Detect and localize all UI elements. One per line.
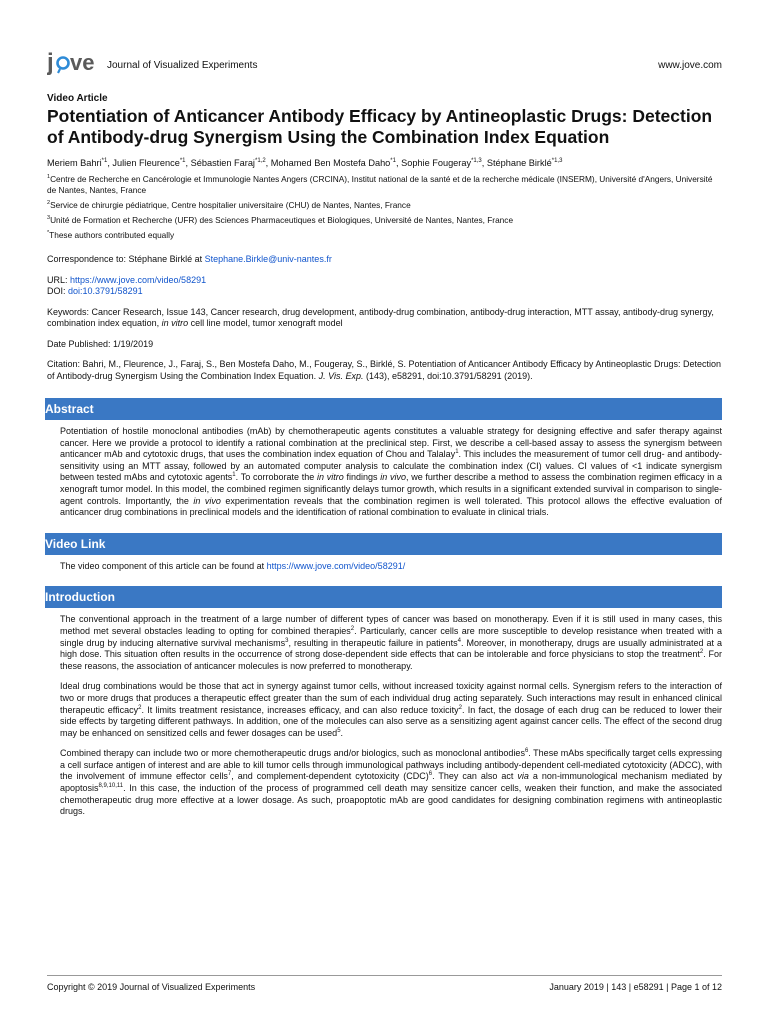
section-header-abstract [45, 398, 722, 420]
citation-journal: J. Vis. Exp. [318, 370, 364, 381]
author-name: Sophie Fougeray [401, 158, 472, 168]
article-body [47, 93, 722, 827]
section-heading: Abstract [45, 402, 94, 416]
doi-label: DOI: [47, 286, 69, 296]
reference-sup: 3 [285, 637, 289, 644]
author-separator: , [481, 158, 487, 168]
abstract-text: experimentation reveals that the combination regimen is well tolerated. This protocol allows the effective evaluation of anticancer drug combinations in preclinical models and the identification of rational combination to evaluate in clinical trials. [60, 495, 722, 518]
author-name: Julien Fleurence [112, 158, 180, 168]
reference-sup: 1 [455, 449, 459, 456]
reference-sup: 2 [138, 704, 142, 711]
article-doi [47, 286, 722, 298]
keywords-italic: in vitro [161, 318, 189, 328]
article-url-link[interactable]: https://www.jove.com/video/58291 [70, 274, 207, 285]
citation-text-end: (143), e58291, doi:10.3791/58291 (2019). [363, 370, 533, 381]
author-affil-sup: *1 [101, 157, 108, 164]
section-heading: Introduction [45, 590, 115, 605]
reference-sup: 8,9,10,11 [98, 783, 124, 790]
footer-copyright: Copyright © 2019 Journal of Visualized Experiments [47, 982, 256, 992]
journal-name: Journal of Visualized Experiments [107, 60, 258, 71]
affiliation-text: Service de chirurgie pédiatrique, Centre hospitalier universitaire (CHU) de Nantes, Nantes, France [50, 200, 411, 210]
intro-text: . These mAbs specifically target cells expressing a cell surface antigen of interest and are able to kill tumor cells through immunological pathways including antibody-dependent cell-mediated cytotoxicity (ADCC), with the involvement of immune effector cells [60, 748, 723, 782]
article-type: Video Article [47, 93, 108, 104]
abstract-italic: in vitro [316, 472, 344, 483]
author-affil-sup: *1 [179, 157, 186, 164]
intro-text: . It limits treatment resistance, increases efficacy, and can also reduce toxicity [141, 704, 459, 715]
abstract-paragraph [60, 426, 722, 519]
intro-paragraph-1 [60, 614, 722, 672]
correspondence-label: Correspondence to: Stéphane Birklé at [47, 254, 205, 264]
author-separator: , [107, 158, 113, 168]
site-url[interactable]: www.jove.com [658, 60, 722, 71]
citation [47, 359, 722, 382]
abstract-italic: in vivo [193, 495, 221, 506]
affiliation [47, 200, 722, 211]
section-header-video-link [45, 533, 722, 555]
intro-text: , and complement-dependent cytotoxicity (CDC) [231, 771, 429, 782]
affiliation-text: Centre de Recherche en Cancérologie et Immunologie Nantes Angers (CRCINA), Institut national de la santé et de la recherche médicale (INSERM), Université d'Angers, Université de Nantes, Nantes, France [47, 174, 713, 195]
author-affil-sup: *1,3 [471, 157, 482, 164]
reference-sup: 1 [232, 472, 236, 479]
author-list [47, 158, 722, 168]
intro-text: . Moreover, in monotherapy, drugs are usually administrated at a high dose. This situation often results in the occurrence of strong dose-dependent side effects that can be intolerable and force physicians to stop the treatment [60, 637, 723, 660]
intro-text: . In this case, the induction of the process of programmed cell death may sensitize cancer cells, weaken their function, and make the associated chemotherapeutic drug more effective at a lower dosage. As such, proapoptotic mAb are good candidates for designing combination regimens with antineoplastic drugs. [60, 783, 722, 817]
affiliation [47, 174, 722, 196]
date-published: Date Published: 1/19/2019 [47, 338, 154, 349]
affiliation [47, 230, 722, 241]
page-footer [47, 975, 722, 992]
jove-logo[interactable] [47, 50, 103, 80]
reference-sup: 6 [524, 748, 529, 755]
affiliation-text: Unité de Formation et Recherche (UFR) des Sciences Pharmaceutiques et Biologiques, Université de Nantes, Nantes, France [50, 215, 514, 225]
author-affil-sup: *1,3 [551, 157, 563, 164]
article-url [47, 275, 722, 287]
author-name: Stéphane Birklé [486, 158, 552, 168]
abstract-body [47, 426, 722, 519]
affiliation-sup: 3 [47, 215, 51, 222]
author-separator: , [265, 158, 271, 168]
article-title: Potentiation of Anticancer Antibody Efficacy by Antineoplastic Drugs: Detection of Antibody-drug Synergism Using the Combination Index Equation [47, 106, 713, 147]
video-link-text: The video component of this article can be found at [60, 560, 267, 571]
intro-italic: via [517, 771, 529, 782]
keywords [47, 307, 722, 330]
author-name: Mohamed Ben Mostefa Daho [270, 158, 391, 168]
keywords-text: Keywords: Cancer Research, Issue 143, Cancer research, drug development, antibody-drug combination, antibody-drug interaction, MTT assay, antibody-drug synergy, combination index equation, [47, 306, 714, 328]
abstract-text: . To corroborate the [235, 472, 317, 483]
svg-text:ve: ve [70, 50, 95, 75]
reference-sup: 6 [428, 771, 433, 778]
url-label: URL: [47, 274, 71, 285]
section-header-introduction [45, 586, 722, 608]
reference-sup: 7 [227, 771, 232, 778]
intro-text: . In fact, the dosage of each drug can be reduced to lower their side effects by targeting different pathways. In addition, one of the molecules can also serve as a sensitizing agent against cancer cells. The effect of the second drug may be enhanced on sensitized cells and fewer dosages can be used [60, 704, 722, 738]
reference-sup: 2 [350, 625, 355, 632]
affiliation-sup: 1 [47, 174, 51, 181]
author-name: Meriem Bahri [47, 158, 102, 168]
intro-text: . Particularly, cancer cells are more susceptible to develop resistance when treated with a single drug by inducing alternative survival mechanisms [60, 625, 722, 648]
introduction-body [47, 614, 722, 818]
abstract-text: . This includes the measurement of tumor cell drug- and antibody-sensitivity using an MTT assay, followed by an automated computer analysis to calculate the combination index (CI) values. CI values of <1 indicate synergism between tested mAbs and cytotoxic agents [60, 449, 723, 483]
page-header [47, 50, 722, 80]
author-affil-sup: *1,2 [254, 157, 266, 164]
section-heading: Video Link [45, 536, 106, 551]
affiliation-sup: * [47, 230, 50, 237]
affiliation [47, 215, 722, 226]
intro-text: Combined therapy can include two or more chemotherapeutic drugs and/or biologics, such as monoclonal antibodies [60, 748, 525, 759]
keywords-text-end: cell line model, tumor xenograft model [188, 318, 343, 328]
abstract-italic: in vivo [380, 472, 406, 483]
intro-text: a non-immunological mechanism mediated by apoptosis [60, 771, 722, 794]
intro-text: , resulting in therapeutic failure in patients [288, 637, 458, 648]
author-name: Sébastien Faraj [190, 158, 255, 168]
correspondence [47, 254, 722, 266]
video-link-paragraph [60, 561, 722, 573]
article-doi-link[interactable]: doi:10.3791/58291 [68, 286, 143, 296]
author-affil-sup: *1 [390, 157, 396, 164]
video-link-url[interactable]: https://www.jove.com/video/58291/ [266, 560, 406, 571]
correspondence-email-link[interactable]: Stephane.Birkle@univ-nantes.fr [204, 254, 332, 264]
intro-text: . [340, 727, 344, 738]
author-separator: , [395, 158, 402, 168]
abstract-text: Potentiation of hostile monoclonal antibodies (mAb) by chemotherapeutic agents constitutes a valuable strategy for designing effective and safer therapy against cancer. Here we provide a protocol to identify a rational combination at the preclinical step. First, we describe a cell-based assay to assess the synergism between anticancer mAb and cytotoxic drugs, that uses the combination index equation of Chou and Talalay [60, 426, 722, 460]
abstract-text: , we further describe a method to assess the combination regimen efficacy in a xenograft tumor model. In this model, the combined regimen significantly delays tumor growth, which results in a significant extended survival in comparison to single-agent controls. Importantly, the [60, 472, 722, 506]
intro-text: Ideal drug combinations would be those that act in synergy against tumor cells, without increased toxicity against normal cells. Synergism refers to the interaction of two or more drugs that produces a therapeutic effect greater than the sum of each individual drug acting separately. Such interactions may result in enhanced clinical therapeutic efficacy [60, 681, 722, 715]
citation-text: Citation: Bahri, M., Fleurence, J., Faraj, S., Ben Mostefa Daho, M., Fougeray, S., Birklé, S. Potentiation of Anticancer Antibody Efficacy by Antineoplastic Drugs: Detection of Antibody-drug Synergism Using the Combination Index Equation. [47, 359, 721, 381]
footer-page-info: January 2019 | 143 | e58291 | Page 1 of 12 [549, 982, 722, 992]
reference-sup: 2 [458, 704, 462, 711]
reference-sup: 5 [337, 727, 341, 734]
intro-text: . They can also act [432, 771, 518, 782]
reference-sup: 2 [699, 649, 704, 656]
author-separator: , [185, 158, 191, 168]
intro-paragraph-3 [60, 748, 722, 818]
intro-text: The conventional approach in the treatment of a large number of different types of cancer was based on monotherapy. Even if it is still used in many cases, this method met several obstacles leading to opting for combined therapies [60, 614, 722, 636]
video-link-body [47, 561, 722, 573]
svg-text:j: j [47, 50, 54, 76]
intro-paragraph-2 [60, 681, 722, 739]
affiliation-sup: 2 [47, 200, 51, 207]
abstract-text: findings [343, 472, 381, 483]
affiliation-text: These authors contributed equally [49, 230, 175, 240]
intro-text: . For these reasons, the association of anticancer molecules is now preferred to monotherapy. [60, 649, 722, 671]
reference-sup: 4 [457, 637, 461, 644]
